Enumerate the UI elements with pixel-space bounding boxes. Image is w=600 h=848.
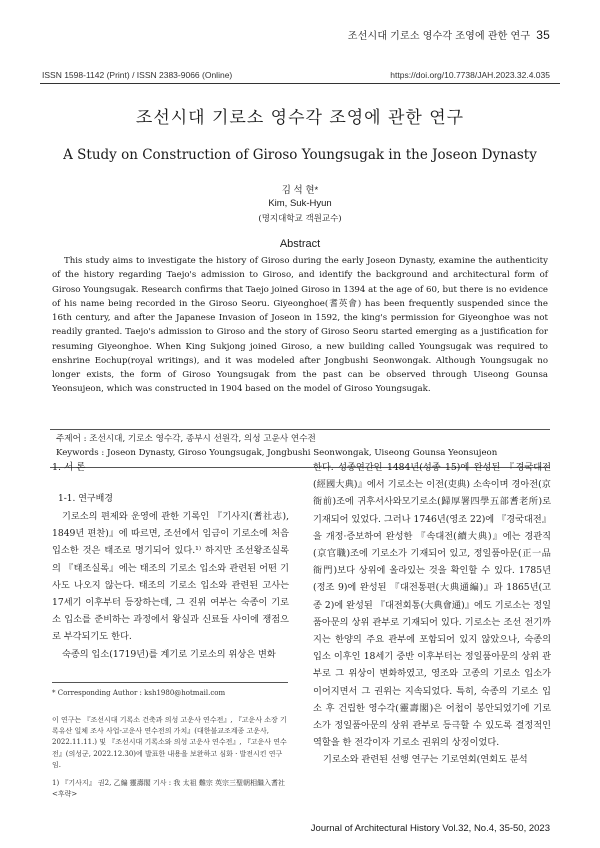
- abstract-text: This study aims to investigate the history of Giroso during the early Joseon Dynasty, examine the authenticity of the history regarding Taejo's admission to Giroso, and identify the background and architectural form of Giroso Youngsugak. Research confirms that Taejo joined Giroso in 1394 at the age of 60, but there is no evidence of his name being recorded in the Giroso Seoru. Giyeonghoe(耆英會) has been frequently suspended since the 16th century, and after the Japanese Invasion of Joseon in 1592, the king's permission for Giyeonghoe was not readily granted. Taejo's admission to Giroso and the story of Giroso Seoru started emerging as a justification for resuming Giyeonghoe. When King Sukjong joined Giroso, a new building called Youngsugak was required to enshrine Eochup(royal writings), and it was modeled after Jongbushi Seonwongak. Although Youngsugak no longer exists, the form of Giroso Youngsugak from the past can be observed through Uiseong Gounsa Yeonsujeon, which was constructed in 1904 based on the model of Giroso Youngsugak.: [52, 256, 548, 395]
- subsection-heading: 1-1. 연구배경: [58, 494, 113, 504]
- author-korean: 김 석 현*: [281, 185, 319, 196]
- abstract: [52, 254, 548, 397]
- running-header: [348, 27, 550, 42]
- issn: ISSN 1598-1142 (Print) / ISSN 2383-9066 (Online): [42, 70, 233, 80]
- paragraph: 기로소와 관련된 선행 연구는 기로연회(연회도 분석: [323, 754, 528, 766]
- author-english: Kim, Suk-Hyun: [268, 198, 332, 209]
- section-heading: 1. 서 론: [52, 462, 86, 473]
- running-title: 조선시대 기로소 영수각 조영에 관한 연구: [347, 31, 531, 42]
- doi-link[interactable]: https://doi.org/10.7738/JAH.2023.32.4.035: [390, 70, 550, 80]
- footnote: * Corresponding Author : ksh1980@hotmail.com: [52, 689, 226, 697]
- left-column: [52, 508, 289, 663]
- paragraph: 숙종의 입소(1719년)를 계기로 기로소의 위상은 변화: [62, 648, 276, 660]
- page-number: 35: [536, 28, 550, 42]
- footnote: 이 연구는 『조선시대 기록소 건축과 의성 고운사 연수전』, 『고운사 소장 기록유산 일체 조사 사업-고운사 연수전의 가치』(대한불교조계종 고운사, 2022.11.11.) 및 『조선시대 기록소와 의성 고운사 연수전』, 『고운사 연수전』(의성군, 2022.12.30)에 발표한 내용을 보완하고 심화 · 발전시킨 연구임.: [52, 716, 287, 769]
- paragraph: 한다. 성종연간인 1484년(성종 15)에 완성된 『경국대전(經國大典)』에서 기로소는 이전(吏典) 소속이며 경아전(京衙前)조에 귀후서사와모기로소(歸厚署四學五部耆老所)로 기재되어 있었다. 그러나 1746년(영조 22)에 『경국대전』을 개정·증보하여 완성한 『속대전(續大典)』에는 경관직(京官職)조에 기로소가 기재되어 있고, 정일품아문(正一品衙門)보다 상위에 올라있는 것을 확인할 수 있다. 1785년(정조 9)에 완성된 『대전통편(大典通編)』과 1865년(고종 2)에 완성된 『대전회통(大典會通)』에도 기로소는 정일품아문의 상위 관부로 기재되어 있다. 기로소는 조선 전기까지는 한양의 주요 관부에 포함되어 있지 않았으나, 숙종의 입소 이후인 18세기 중반 이후부터는 정일품아문의 상위 관부로 그 위상이 변화하였고, 영조와 고종의 기로소 입소가 이어지면서 그 권위는 지속되었다. 특히, 숙종의 기로소 입소 후 건립한 영수각(靈壽閣)은 어첩이 봉안되었기에 기로소가 정일품아문의 상위 관부로 등극할 수 있도록 결정적인 역할을 한 전각이자 기로소 권위의 상징이었다.: [313, 462, 551, 749]
- title-korean: 조선시대 기로소 영수각 조영에 관한 연구: [135, 108, 465, 128]
- header-rule: [40, 83, 560, 84]
- abstract-heading: Abstract: [279, 238, 321, 250]
- keywords-english: Keywords : Joseon Dynasty, Giroso Youngsugak, Jongbushi Seonwongak, Uiseong Gounsa Yeonsujeon: [56, 448, 498, 458]
- affiliation: (명지대학교 객원교수): [258, 214, 342, 224]
- title-english: A Study on Construction of Giroso Youngsugak in the Joseon Dynasty: [63, 147, 537, 163]
- footnote: 1) 『기사지』 권2, 乙編 靈壽閣 기사 : 我 太祖 難宗 英宗三聖朝相繼入耆社 <후략>: [52, 779, 286, 799]
- journal-footer: Journal of Architectural History Vol.32, No.4, 35-50, 2023: [310, 823, 550, 834]
- keywords-korean: 주제어 : 조선시대, 기로소 영수각, 종부시 선원각, 의성 고운사 연수전: [56, 434, 316, 444]
- footnote-rule: [52, 682, 288, 683]
- right-column: [313, 459, 551, 769]
- paragraph: 기로소의 편제와 운영에 관한 기록인 『기사지(耆社志), 1849년 편찬)』에 따르면, 조선에서 임금이 기로소에 처음 입소한 것은 태조로 명기되어 있다.¹⁾ 하지만 조선왕조실록의 『태조실록』에는 태조의 기로소 입소와 관련된 어떤 기사도 나오지 않는다. 태조의 기로소 입소와 관련된 고사는 17세기 이후부터 등장하는데, 그 진위 여부는 숙종이 기로소 입소를 준비하는 과정에서 왕실과 신료들 사이에 쟁점으로 부각되기도 한다.: [52, 511, 289, 643]
